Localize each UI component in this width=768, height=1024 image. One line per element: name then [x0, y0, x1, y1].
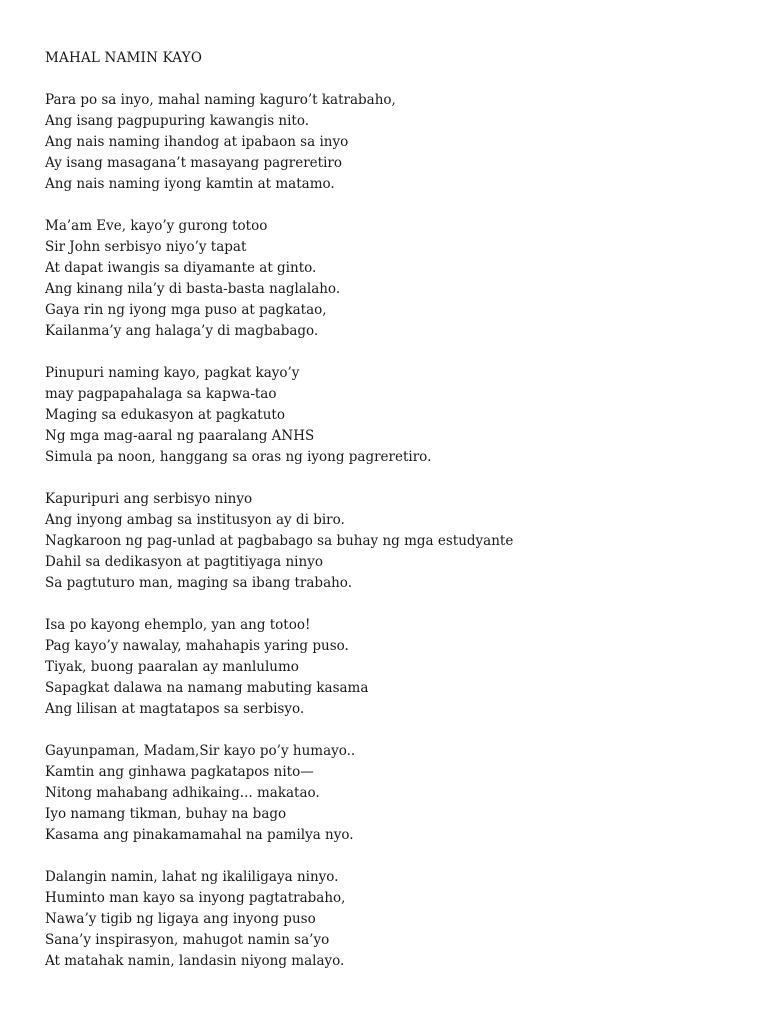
poem-line: Isa po kayong ehemplo, yan ang totoo!: [45, 617, 311, 633]
poem-line: Gaya rin ng iyong mga puso at pagkatao,: [45, 302, 327, 318]
poem-line: Kasama ang pinakamamahal na pamilya nyo.: [45, 827, 354, 843]
poem-stanza-5: [45, 615, 745, 720]
poem-line: Iyo namang tikman, buhay na bago: [45, 806, 287, 822]
poem-line: Kapuripuri ang serbisyo ninyo: [45, 491, 253, 507]
poem-line: Sapagkat dalawa na namang mabuting kasama: [45, 680, 369, 696]
poem-line: Ma’am Eve, kayo’y gurong totoo: [45, 218, 268, 234]
poem-line: Nitong mahabang adhikaing... makatao.: [45, 785, 320, 801]
poem-line: Ang isang pagpupuring kawangis nito.: [45, 113, 310, 129]
poem-body: [45, 90, 745, 972]
poem-line: At matahak namin, landasin niyong malayo.: [45, 953, 345, 969]
poem-line: Ang kinang nila’y di basta-basta naglalaho.: [45, 281, 341, 297]
poem-line: Sana’y inspirasyon, mahugot namin sa’yo: [45, 932, 330, 948]
poem-line: Pinupuri naming kayo, pagkat kayo’y: [45, 365, 300, 381]
poem-line: Para po sa inyo, mahal naming kaguro’t katrabaho,: [45, 92, 396, 108]
poem-line: Ang nais naming iyong kamtin at matamo.: [45, 176, 335, 192]
poem-line: Sa pagtuturo man, maging sa ibang trabaho.: [45, 575, 352, 591]
poem-line: Ang nais naming ihandog at ipabaon sa inyo: [45, 134, 349, 150]
poem-line: Ay isang masagana’t masayang pagreretiro: [45, 155, 342, 171]
poem-page: [45, 48, 745, 972]
poem-stanza-3: [45, 363, 745, 468]
poem-line: Nagkaroon ng pag-unlad at pagbabago sa buhay ng mga estudyante: [45, 533, 514, 549]
poem-line: Simula pa noon, hanggang sa oras ng iyong pagreretiro.: [45, 449, 432, 465]
poem-line: Nawa’y tigib ng ligaya ang inyong puso: [45, 911, 316, 927]
poem-line: Ang lilisan at magtatapos sa serbisyo.: [45, 701, 305, 717]
poem-line: Tiyak, buong paaralan ay manlulumo: [45, 659, 299, 675]
poem-stanza-2: [45, 216, 745, 342]
poem-line: Kamtin ang ginhawa pagkatapos nito—: [45, 764, 314, 780]
poem-line: Sir John serbisyo niyo’y tapat: [45, 239, 247, 255]
poem-line: Maging sa edukasyon at pagkatuto: [45, 407, 285, 423]
poem-line: At dapat iwangis sa diyamante at ginto.: [45, 260, 317, 276]
poem-stanza-6: [45, 741, 745, 846]
poem-line: Huminto man kayo sa inyong pagtatrabaho,: [45, 890, 346, 906]
poem-line: Dahil sa dedikasyon at pagtitiyaga ninyo: [45, 554, 323, 570]
poem-line: Kailanma’y ang halaga’y di magbabago.: [45, 323, 319, 339]
poem-line: Ang inyong ambag sa institusyon ay di biro.: [45, 512, 345, 528]
poem-stanza-7: [45, 867, 745, 972]
poem-line: Dalangin namin, lahat ng ikaliligaya ninyo.: [45, 869, 339, 885]
poem-line: Gayunpaman, Madam,Sir kayo po’y humayo..: [45, 743, 356, 759]
poem-line: may pagpapahalaga sa kapwa-tao: [45, 386, 277, 402]
poem-line: Ng mga mag-aaral ng paaralang ANHS: [45, 428, 315, 444]
poem-stanza-1: [45, 90, 745, 195]
poem-line: Pag kayo’y nawalay, mahahapis yaring puso.: [45, 638, 349, 654]
poem-title: MAHAL NAMIN KAYO: [45, 50, 203, 66]
poem-stanza-4: [45, 489, 745, 594]
